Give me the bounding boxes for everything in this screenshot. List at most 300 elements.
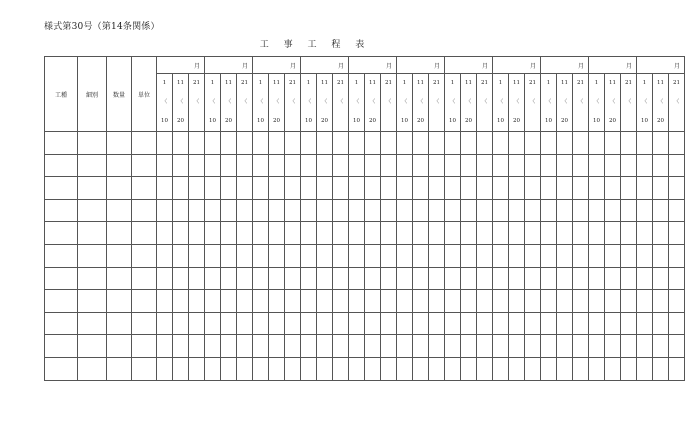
table-cell[interactable] [669,132,685,155]
table-cell[interactable] [509,290,525,313]
table-cell[interactable] [365,244,381,267]
table-cell[interactable] [132,177,157,200]
table-cell[interactable] [107,357,132,380]
table-cell[interactable] [317,222,333,245]
table-cell[interactable] [669,222,685,245]
table-cell[interactable] [45,177,78,200]
table-cell[interactable] [253,177,269,200]
table-cell[interactable] [589,199,605,222]
table-cell[interactable] [493,222,509,245]
table-cell[interactable] [157,132,173,155]
table-cell[interactable] [45,267,78,290]
table-cell[interactable] [157,199,173,222]
table-cell[interactable] [669,335,685,358]
table-cell[interactable] [653,177,669,200]
table-cell[interactable] [78,312,107,335]
table-cell[interactable] [269,132,285,155]
table-cell[interactable] [189,312,205,335]
table-cell[interactable] [397,267,413,290]
table-cell[interactable] [413,222,429,245]
table-cell[interactable] [333,222,349,245]
table-cell[interactable] [605,290,621,313]
table-cell[interactable] [397,357,413,380]
table-cell[interactable] [365,132,381,155]
table-cell[interactable] [589,267,605,290]
table-cell[interactable] [78,244,107,267]
table-cell[interactable] [157,222,173,245]
table-cell[interactable] [132,199,157,222]
table-cell[interactable] [349,199,365,222]
table-cell[interactable] [333,335,349,358]
table-cell[interactable] [413,335,429,358]
table-cell[interactable] [285,312,301,335]
table-cell[interactable] [589,335,605,358]
table-cell[interactable] [621,222,637,245]
table-cell[interactable] [205,132,221,155]
table-cell[interactable] [541,199,557,222]
table-cell[interactable] [45,154,78,177]
table-cell[interactable] [573,357,589,380]
table-cell[interactable] [45,357,78,380]
table-cell[interactable] [237,290,253,313]
table-cell[interactable] [237,335,253,358]
table-cell[interactable] [301,222,317,245]
table-cell[interactable] [269,199,285,222]
table-cell[interactable] [189,290,205,313]
table-cell[interactable] [221,154,237,177]
table-cell[interactable] [669,177,685,200]
table-cell[interactable] [45,199,78,222]
table-cell[interactable] [477,222,493,245]
table-cell[interactable] [237,244,253,267]
table-cell[interactable] [132,222,157,245]
table-cell[interactable] [461,177,477,200]
table-cell[interactable] [237,199,253,222]
table-cell[interactable] [637,335,653,358]
table-cell[interactable] [637,199,653,222]
table-cell[interactable] [413,312,429,335]
table-cell[interactable] [173,222,189,245]
table-cell[interactable] [621,154,637,177]
table-cell[interactable] [669,267,685,290]
table-cell[interactable] [621,177,637,200]
table-cell[interactable] [365,267,381,290]
table-cell[interactable] [653,312,669,335]
table-cell[interactable] [589,357,605,380]
table-cell[interactable] [381,312,397,335]
table-cell[interactable] [221,335,237,358]
table-cell[interactable] [173,335,189,358]
table-cell[interactable] [493,199,509,222]
table-cell[interactable] [397,335,413,358]
table-cell[interactable] [557,267,573,290]
table-cell[interactable] [78,222,107,245]
table-cell[interactable] [189,199,205,222]
table-cell[interactable] [605,222,621,245]
table-cell[interactable] [573,290,589,313]
table-cell[interactable] [333,290,349,313]
table-cell[interactable] [205,290,221,313]
table-cell[interactable] [205,244,221,267]
table-cell[interactable] [45,222,78,245]
table-cell[interactable] [269,290,285,313]
table-cell[interactable] [78,290,107,313]
table-cell[interactable] [541,290,557,313]
table-cell[interactable] [205,267,221,290]
table-cell[interactable] [381,244,397,267]
table-cell[interactable] [253,244,269,267]
table-cell[interactable] [445,357,461,380]
table-cell[interactable] [349,244,365,267]
table-cell[interactable] [173,199,189,222]
table-cell[interactable] [461,222,477,245]
table-cell[interactable] [637,357,653,380]
table-cell[interactable] [573,199,589,222]
table-cell[interactable] [365,199,381,222]
table-cell[interactable] [397,244,413,267]
table-cell[interactable] [429,357,445,380]
table-cell[interactable] [349,177,365,200]
table-cell[interactable] [557,357,573,380]
table-cell[interactable] [189,177,205,200]
table-cell[interactable] [429,267,445,290]
table-cell[interactable] [605,267,621,290]
table-cell[interactable] [349,154,365,177]
table-cell[interactable] [445,312,461,335]
table-cell[interactable] [269,177,285,200]
table-cell[interactable] [78,132,107,155]
table-cell[interactable] [333,154,349,177]
table-cell[interactable] [381,290,397,313]
table-cell[interactable] [573,132,589,155]
table-cell[interactable] [397,154,413,177]
table-cell[interactable] [157,177,173,200]
table-cell[interactable] [397,290,413,313]
table-cell[interactable] [589,177,605,200]
table-cell[interactable] [461,199,477,222]
table-cell[interactable] [445,199,461,222]
table-cell[interactable] [605,244,621,267]
table-cell[interactable] [45,132,78,155]
table-cell[interactable] [589,312,605,335]
table-cell[interactable] [333,199,349,222]
table-cell[interactable] [413,267,429,290]
table-cell[interactable] [317,335,333,358]
table-cell[interactable] [493,267,509,290]
table-cell[interactable] [589,132,605,155]
table-cell[interactable] [365,312,381,335]
table-cell[interactable] [253,199,269,222]
table-cell[interactable] [237,222,253,245]
table-cell[interactable] [221,132,237,155]
table-cell[interactable] [221,357,237,380]
table-cell[interactable] [107,244,132,267]
table-cell[interactable] [669,154,685,177]
table-cell[interactable] [132,267,157,290]
table-cell[interactable] [301,132,317,155]
table-cell[interactable] [573,335,589,358]
table-cell[interactable] [285,357,301,380]
table-cell[interactable] [493,335,509,358]
table-cell[interactable] [397,132,413,155]
table-cell[interactable] [637,132,653,155]
table-cell[interactable] [477,154,493,177]
table-cell[interactable] [333,312,349,335]
table-cell[interactable] [253,312,269,335]
table-cell[interactable] [317,267,333,290]
table-cell[interactable] [477,267,493,290]
table-cell[interactable] [525,312,541,335]
table-cell[interactable] [541,154,557,177]
table-cell[interactable] [477,312,493,335]
table-cell[interactable] [173,312,189,335]
table-cell[interactable] [157,154,173,177]
table-cell[interactable] [429,199,445,222]
table-cell[interactable] [333,357,349,380]
table-cell[interactable] [477,199,493,222]
table-cell[interactable] [317,154,333,177]
table-cell[interactable] [205,335,221,358]
table-cell[interactable] [301,267,317,290]
table-cell[interactable] [653,267,669,290]
table-cell[interactable] [189,132,205,155]
table-cell[interactable] [78,357,107,380]
table-cell[interactable] [669,357,685,380]
table-cell[interactable] [637,290,653,313]
table-cell[interactable] [621,199,637,222]
table-cell[interactable] [509,154,525,177]
table-cell[interactable] [557,132,573,155]
table-cell[interactable] [381,132,397,155]
table-cell[interactable] [525,267,541,290]
table-cell[interactable] [237,132,253,155]
table-cell[interactable] [493,177,509,200]
table-cell[interactable] [445,335,461,358]
table-cell[interactable] [413,154,429,177]
table-cell[interactable] [237,357,253,380]
table-cell[interactable] [365,177,381,200]
table-cell[interactable] [653,154,669,177]
table-cell[interactable] [45,312,78,335]
table-cell[interactable] [285,222,301,245]
table-cell[interactable] [509,222,525,245]
table-cell[interactable] [669,290,685,313]
table-cell[interactable] [445,267,461,290]
table-cell[interactable] [381,267,397,290]
table-cell[interactable] [621,290,637,313]
table-cell[interactable] [157,267,173,290]
table-cell[interactable] [429,177,445,200]
table-cell[interactable] [397,199,413,222]
table-cell[interactable] [397,222,413,245]
table-cell[interactable] [349,267,365,290]
table-cell[interactable] [493,312,509,335]
table-cell[interactable] [541,177,557,200]
table-cell[interactable] [509,199,525,222]
table-cell[interactable] [205,312,221,335]
table-cell[interactable] [221,312,237,335]
table-cell[interactable] [413,177,429,200]
table-cell[interactable] [157,312,173,335]
table-cell[interactable] [253,222,269,245]
table-cell[interactable] [637,267,653,290]
table-cell[interactable] [253,267,269,290]
table-cell[interactable] [621,132,637,155]
table-cell[interactable] [365,357,381,380]
table-cell[interactable] [301,290,317,313]
table-cell[interactable] [173,290,189,313]
table-cell[interactable] [365,335,381,358]
table-cell[interactable] [541,222,557,245]
table-cell[interactable] [365,154,381,177]
table-cell[interactable] [205,222,221,245]
table-cell[interactable] [557,335,573,358]
table-cell[interactable] [621,335,637,358]
table-cell[interactable] [285,154,301,177]
table-cell[interactable] [107,199,132,222]
table-cell[interactable] [107,312,132,335]
table-cell[interactable] [429,244,445,267]
table-cell[interactable] [285,177,301,200]
table-cell[interactable] [429,335,445,358]
table-cell[interactable] [349,290,365,313]
table-cell[interactable] [429,290,445,313]
table-cell[interactable] [445,244,461,267]
table-cell[interactable] [285,267,301,290]
table-cell[interactable] [381,222,397,245]
table-cell[interactable] [301,312,317,335]
table-cell[interactable] [285,244,301,267]
table-cell[interactable] [189,154,205,177]
table-cell[interactable] [413,357,429,380]
table-cell[interactable] [525,199,541,222]
table-cell[interactable] [605,335,621,358]
table-cell[interactable] [349,357,365,380]
table-cell[interactable] [493,154,509,177]
table-cell[interactable] [269,357,285,380]
table-cell[interactable] [381,199,397,222]
table-cell[interactable] [132,290,157,313]
table-cell[interactable] [461,154,477,177]
table-cell[interactable] [132,244,157,267]
table-cell[interactable] [653,222,669,245]
table-cell[interactable] [557,199,573,222]
table-cell[interactable] [605,312,621,335]
table-cell[interactable] [493,357,509,380]
table-cell[interactable] [445,154,461,177]
table-cell[interactable] [189,335,205,358]
table-cell[interactable] [237,154,253,177]
table-cell[interactable] [589,290,605,313]
table-cell[interactable] [653,132,669,155]
table-cell[interactable] [525,222,541,245]
table-cell[interactable] [461,290,477,313]
table-cell[interactable] [653,199,669,222]
table-cell[interactable] [653,244,669,267]
table-cell[interactable] [269,222,285,245]
table-cell[interactable] [621,267,637,290]
table-cell[interactable] [525,244,541,267]
table-cell[interactable] [285,335,301,358]
table-cell[interactable] [205,154,221,177]
table-cell[interactable] [525,357,541,380]
table-cell[interactable] [493,290,509,313]
table-cell[interactable] [221,244,237,267]
table-cell[interactable] [317,199,333,222]
table-cell[interactable] [461,335,477,358]
table-cell[interactable] [669,244,685,267]
table-cell[interactable] [429,312,445,335]
table-cell[interactable] [509,357,525,380]
table-cell[interactable] [493,132,509,155]
table-cell[interactable] [509,177,525,200]
table-cell[interactable] [205,357,221,380]
table-cell[interactable] [477,177,493,200]
table-cell[interactable] [557,312,573,335]
table-cell[interactable] [605,357,621,380]
table-cell[interactable] [525,177,541,200]
table-cell[interactable] [317,312,333,335]
table-cell[interactable] [107,177,132,200]
table-cell[interactable] [107,267,132,290]
table-cell[interactable] [253,357,269,380]
table-cell[interactable] [173,154,189,177]
table-cell[interactable] [132,132,157,155]
table-cell[interactable] [509,244,525,267]
table-cell[interactable] [301,244,317,267]
table-cell[interactable] [477,290,493,313]
table-cell[interactable] [317,244,333,267]
table-cell[interactable] [253,290,269,313]
table-cell[interactable] [157,357,173,380]
table-cell[interactable] [349,132,365,155]
table-cell[interactable] [301,199,317,222]
table-cell[interactable] [445,290,461,313]
table-cell[interactable] [237,312,253,335]
table-cell[interactable] [301,154,317,177]
table-cell[interactable] [107,154,132,177]
table-cell[interactable] [669,312,685,335]
table-cell[interactable] [669,199,685,222]
table-cell[interactable] [205,199,221,222]
table-cell[interactable] [237,177,253,200]
table-cell[interactable] [413,132,429,155]
table-cell[interactable] [132,312,157,335]
table-cell[interactable] [253,335,269,358]
table-cell[interactable] [205,177,221,200]
table-cell[interactable] [78,267,107,290]
table-cell[interactable] [509,335,525,358]
table-cell[interactable] [78,154,107,177]
table-cell[interactable] [461,312,477,335]
table-cell[interactable] [637,312,653,335]
table-cell[interactable] [333,244,349,267]
table-cell[interactable] [221,199,237,222]
table-cell[interactable] [429,222,445,245]
table-cell[interactable] [157,290,173,313]
table-cell[interactable] [333,177,349,200]
table-cell[interactable] [269,312,285,335]
table-cell[interactable] [381,154,397,177]
table-cell[interactable] [381,177,397,200]
table-cell[interactable] [509,132,525,155]
table-cell[interactable] [78,199,107,222]
table-cell[interactable] [365,222,381,245]
table-cell[interactable] [509,312,525,335]
table-cell[interactable] [333,267,349,290]
table-cell[interactable] [381,335,397,358]
table-cell[interactable] [461,267,477,290]
